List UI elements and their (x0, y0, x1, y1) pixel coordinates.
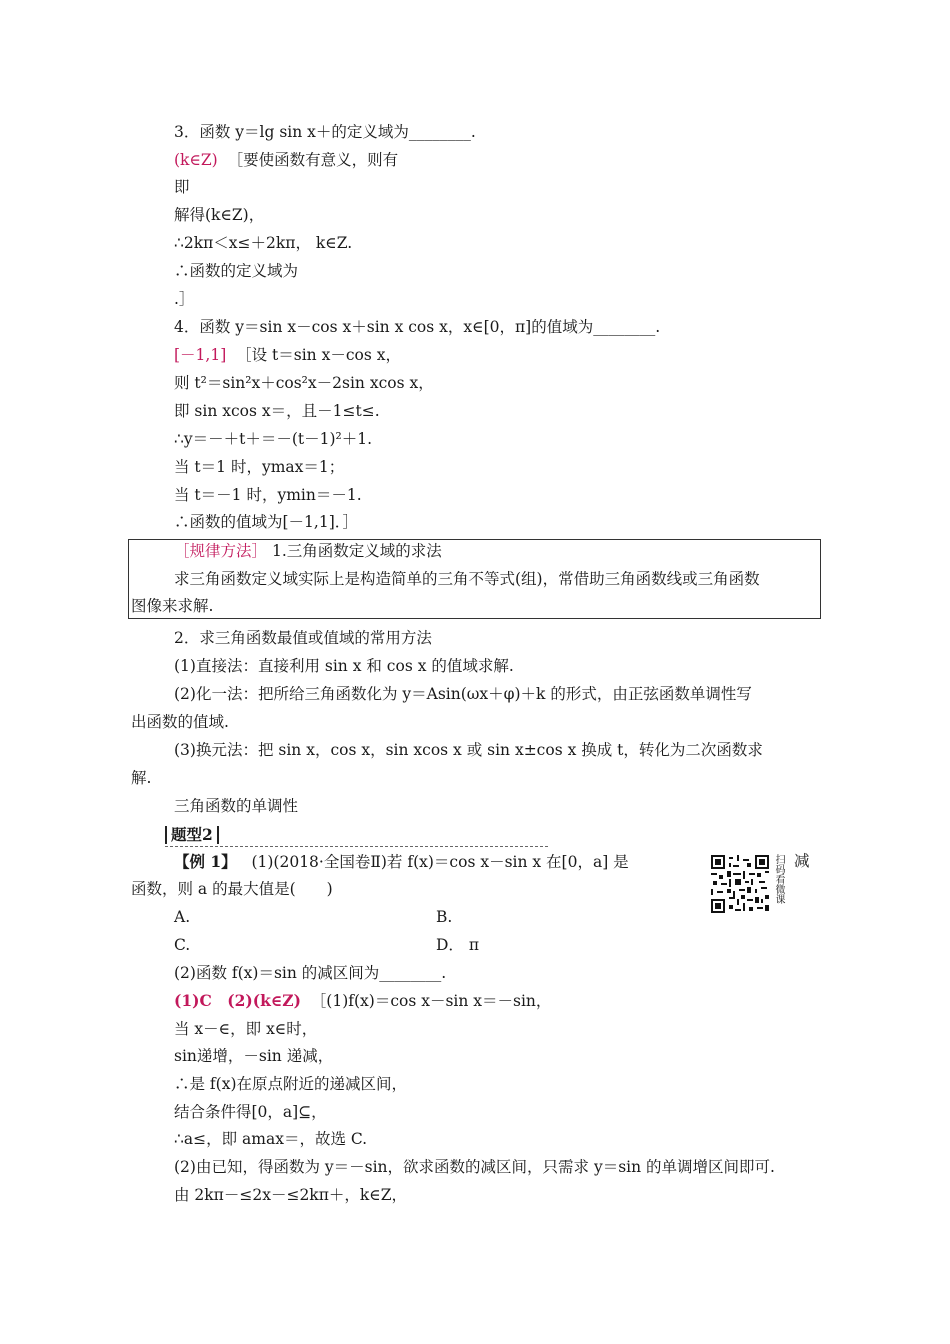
q4-line8: ∴函数的值域为[－1,1]．］ (174, 513, 358, 531)
example-sol8: 由 2kπ－≤2x－≤2kπ＋，k∈Z， (174, 1186, 408, 1204)
q4-line7: 当 t＝－1 时，ymin＝－1. (174, 486, 362, 504)
q3-answer: (k∈Z) (174, 151, 218, 169)
method2-item3a: (3)换元法：把 sin x，cos x，sin xcos x 或 sin x±cos x 换成 t，转化为二次函数求 (174, 741, 763, 759)
q3-note: ［要使函数有意义，则有 (227, 151, 399, 169)
option-d: D． π (436, 936, 480, 954)
method2-title: 2．求三角函数最值或值域的常用方法 (174, 629, 432, 647)
qr-code-icon[interactable] (711, 855, 769, 913)
type-tag: 题型2 (165, 826, 219, 844)
method-box-title (174, 541, 442, 561)
q3-line4: 解得(k∈Z)， (174, 206, 265, 224)
method2-item1: (1)直接法：直接利用 sin x 和 cos x 的值域求解. (174, 657, 514, 675)
option-a: A. (174, 908, 191, 926)
q4-answer-line (174, 345, 401, 365)
method2-item2b: 出函数的值域. (131, 713, 229, 731)
example-question1: (1)(2018·全国卷Ⅱ)若 f(x)＝cos x－sin x 在[0，a] 是 (251, 853, 629, 871)
method-box-line2: 求三角函数定义域实际上是构造简单的三角不等式(组)，常借助三角函数线或三角函数 (174, 570, 760, 588)
q4-answer: [－1,1] (174, 346, 227, 364)
method-tag: ［规律方法］ (174, 542, 268, 560)
method-box-line3: 图像来求解. (131, 597, 214, 615)
q4-line5: ∴y＝－＋t＋＝－(t－1)²＋1. (174, 430, 373, 448)
q4-line6: 当 t＝1 时，ymax＝1； (174, 458, 345, 476)
dashed-divider (165, 846, 548, 847)
q3-line7: .］ (174, 290, 195, 308)
method2-item3b: 解. (131, 769, 152, 787)
example-sol4: ∴是 f(x)在原点附近的递减区间， (174, 1075, 408, 1093)
qr-caption: 扫码看微课 (773, 854, 784, 904)
section-title: 三角函数的单调性 (174, 797, 299, 815)
option-c: C. (174, 936, 191, 954)
option-b: B. (436, 908, 453, 926)
example-sol5: 结合条件得[0，a]⊆， (174, 1103, 327, 1121)
example-sol6: ∴a≤，即 amax＝，故选 C. (174, 1130, 368, 1148)
q4-line3: 则 t²＝sin²x＋cos²x－2sin xcos x， (174, 374, 434, 392)
q3-answer-line (174, 150, 398, 170)
example-sol3: sin递增，－sin 递减， (174, 1047, 334, 1065)
example-q2: (2)函数 f(x)＝sin 的减区间为________. (174, 964, 447, 982)
method-title: 1.三角函数定义域的求法 (271, 542, 442, 560)
example-answer-line (174, 991, 551, 1011)
q3-line6: ∴函数的定义域为 (174, 262, 299, 280)
example-sol1: ［(1)f(x)＝cos x－sin x＝－sin， (310, 992, 552, 1010)
example-label: 【例 1】 (174, 852, 237, 871)
q4-question: 4．函数 y＝sin x－cos x＋sin x cos x，x∈[0，π]的值域为________. (174, 318, 661, 336)
q3-question: 3．函数 y＝lg sin x＋的定义域为________. (174, 123, 476, 141)
q4-line4: 即 sin xcos x＝，且－1≤t≤. (174, 402, 380, 420)
example-line1-end: 减 (794, 852, 810, 870)
q3-line5: ∴2kπ＜x≤＋2kπ， k∈Z. (174, 234, 353, 252)
method2-item2a: (2)化一法：把所给三角函数化为 y＝Asin(ωx＋φ)＋k 的形式，由正弦函数单调性写 (174, 685, 752, 703)
example-line1 (174, 852, 629, 872)
example-line2: 函数，则 a 的最大值是( ) (131, 880, 333, 898)
example-sol2: 当 x－∈，即 x∈时， (174, 1020, 318, 1038)
example-sol7: (2)由已知，得函数为 y＝－sin，欲求函数的减区间，只需求 y＝sin 的单调增区间即可. (174, 1158, 775, 1176)
q4-note: ［设 t＝sin x－cos x， (236, 346, 401, 364)
q3-line3: 即 (174, 178, 190, 196)
example-answer: (1)C (2)(k∈Z) (174, 991, 301, 1010)
